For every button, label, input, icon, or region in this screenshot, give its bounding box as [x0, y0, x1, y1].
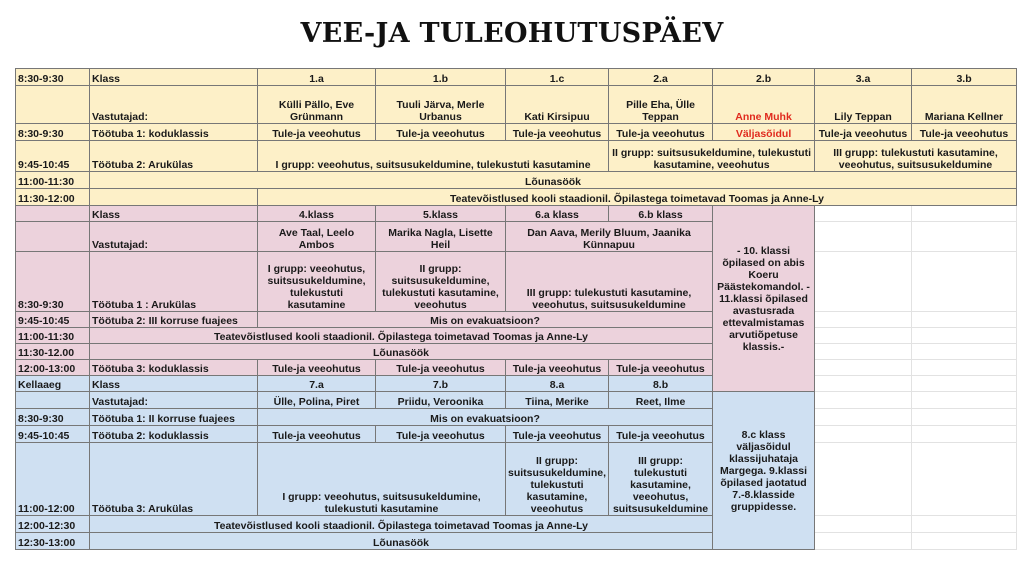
table-row: [16, 222, 1017, 252]
class-header: 6.a klass: [506, 206, 609, 222]
teacher-cell: Pille Eha, Ülle Teppan: [609, 86, 713, 124]
schedule-table: [15, 68, 1017, 550]
merged-cell: Mis on evakuatsioon?: [258, 312, 713, 328]
merged-cell: Teatevõistlused kooli staadionil. Õpilastega toimetavad Toomas ja Anne-Ly: [90, 328, 713, 344]
table-row: [16, 86, 1017, 124]
time-cell: Kellaaeg: [16, 376, 90, 392]
class-header: 1.c: [506, 69, 609, 86]
time-cell: 11:00-12:00: [16, 443, 90, 516]
row-label: Töötuba 3: Arukülas: [90, 443, 258, 516]
table-row: [16, 252, 1017, 312]
class-header: 7.b: [376, 376, 506, 392]
row-label: Klass: [90, 69, 258, 86]
activity-cell: Tule-ja veeohutus: [258, 426, 376, 443]
teacher-cell: Priidu, Veroonika: [376, 392, 506, 409]
teacher-cell: Kati Kirsipuu: [506, 86, 609, 124]
merged-cell: Teatevõistlused kooli staadionil. Õpilastega toimetavad Toomas ja Anne-Ly: [258, 189, 1017, 206]
time-cell: [16, 86, 90, 124]
teacher-cell: Külli Pällo, Eve Grünmann: [258, 86, 376, 124]
row-label: Klass: [90, 206, 258, 222]
activity-cell: Tule-ja veeohutus: [506, 426, 609, 443]
class-header: 2.b: [713, 69, 815, 86]
row-label: Töötuba 2: koduklassis: [90, 426, 258, 443]
class-header: 8.a: [506, 376, 609, 392]
teacher-cell: Lily Teppan: [815, 86, 912, 124]
group-cell: II grupp: suitsusukeldumine, tulekustuti kasutamine, veeohutus: [376, 252, 506, 312]
table-row: [16, 376, 1017, 392]
class-header: 3.b: [912, 69, 1017, 86]
time-cell: 9:45-10:45: [16, 426, 90, 443]
activity-cell: Tule-ja veeohutus: [506, 124, 609, 141]
merged-cell: Lõunasöök: [90, 533, 713, 550]
table-row: [16, 69, 1017, 86]
teacher-cell: Dan Aava, Merily Bluum, Jaanika Künnapuu: [506, 222, 713, 252]
time-cell: 8:30-9:30: [16, 124, 90, 141]
class-header: 1.a: [258, 69, 376, 86]
time-cell: 11:30-12.00: [16, 344, 90, 360]
row-label: Töötuba 1: koduklassis: [90, 124, 258, 141]
class-header: 1.b: [376, 69, 506, 86]
activity-cell: Tule-ja veeohutus: [376, 426, 506, 443]
time-cell: [16, 206, 90, 222]
table-row: [16, 360, 1017, 376]
time-cell: 8:30-9:30: [16, 409, 90, 426]
class-header: 7.a: [258, 376, 376, 392]
time-cell: 9:45-10:45: [16, 312, 90, 328]
teacher-cell: Marika Nagla, Lisette Heil: [376, 222, 506, 252]
merged-cell: Lõunasöök: [90, 172, 1017, 189]
time-cell: 8:30-9:30: [16, 252, 90, 312]
row-label: Vastutajad:: [90, 86, 258, 124]
row-label: Klass: [90, 376, 258, 392]
class-header: 6.b klass: [609, 206, 713, 222]
page-title: VEE-JA TULEOHUTUSPÄEV: [300, 18, 724, 49]
group-cell: II grupp: suitsusukeldumine, tulekustuti kasutamine, veeohutus: [609, 141, 815, 172]
time-cell: 12:00-13:00: [16, 360, 90, 376]
activity-cell: Tule-ja veeohutus: [815, 124, 912, 141]
group-cell: III grupp: tulekustuti kasutamine, veeohutus, suitsusukeldumine: [815, 141, 1017, 172]
row-label: Töötuba 1: II korruse fuajees: [90, 409, 258, 426]
teacher-cell: Mariana Kellner: [912, 86, 1017, 124]
teacher-cell: Tuuli Järva, Merle Urbanus: [376, 86, 506, 124]
time-cell: 12:00-12:30: [16, 516, 90, 533]
table-row: [16, 409, 1017, 426]
time-cell: 8:30-9:30: [16, 69, 90, 86]
teacher-cell: Ave Taal, Leelo Ambos: [258, 222, 376, 252]
table-row: [16, 141, 1017, 172]
time-cell: 12:30-13:00: [16, 533, 90, 550]
time-cell: [16, 222, 90, 252]
teacher-cell: Tiina, Merike: [506, 392, 609, 409]
activity-cell: Tule-ja veeohutus: [376, 360, 506, 376]
table-row: [16, 172, 1017, 189]
group-cell: I grupp: veeohutus, suitsusukeldumine, tulekustuti kasutamine: [258, 141, 609, 172]
merged-cell: Lõunasöök: [90, 344, 713, 360]
table-row: [16, 124, 1017, 141]
note-cell: - 10. klassi õpilased on abis Koeru Päästekomandol. - 11.klassi õpilased avastusrada ettevalmistamas arvutiõpetuse klassis.-: [713, 206, 815, 392]
teacher-cell: Ülle, Polina, Piret: [258, 392, 376, 409]
group-cell: I grupp: veeohutus, suitsusukeldumine, tulekustuti kasutamine: [258, 252, 376, 312]
activity-cell: Tule-ja veeohutus: [912, 124, 1017, 141]
row-label: Töötuba 3: koduklassis: [90, 360, 258, 376]
row-label: Töötuba 1 : Arukülas: [90, 252, 258, 312]
class-header: 3.a: [815, 69, 912, 86]
time-cell: 11:30-12:00: [16, 189, 90, 206]
table-row: [16, 443, 1017, 516]
class-header: 2.a: [609, 69, 713, 86]
row-label: [90, 189, 258, 206]
class-header: 8.b: [609, 376, 713, 392]
activity-cell: Väljasõidul: [713, 124, 815, 141]
row-label: Vastutajad:: [90, 222, 258, 252]
time-cell: [16, 392, 90, 409]
class-header: 4.klass: [258, 206, 376, 222]
table-row: [16, 516, 1017, 533]
activity-cell: Tule-ja veeohutus: [506, 360, 609, 376]
activity-cell: Tule-ja veeohutus: [376, 124, 506, 141]
row-label: Töötuba 2: III korruse fuajees: [90, 312, 258, 328]
activity-cell: Tule-ja veeohutus: [258, 124, 376, 141]
table-row: [16, 328, 1017, 344]
teacher-cell: Anne Muhk: [713, 86, 815, 124]
time-cell: 9:45-10:45: [16, 141, 90, 172]
group-cell: III grupp: tulekustuti kasutamine, veeohutus, suitsusukeldumine: [609, 443, 713, 516]
activity-cell: Tule-ja veeohutus: [609, 124, 713, 141]
table-row: [16, 426, 1017, 443]
activity-cell: Tule-ja veeohutus: [609, 360, 713, 376]
table-row: [16, 392, 1017, 409]
row-label: Vastutajad:: [90, 392, 258, 409]
row-label: Töötuba 2: Arukülas: [90, 141, 258, 172]
class-header: 5.klass: [376, 206, 506, 222]
note-cell: 8.c klass väljasõidul klassijuhataja Margega. 9.klassi õpilased jaotatud 7.-8.klasside gruppidesse.: [713, 392, 815, 550]
merged-cell: Mis on evakuatsioon?: [258, 409, 713, 426]
time-cell: 11:00-11:30: [16, 328, 90, 344]
group-cell: I grupp: veeohutus, suitsusukeldumine, tulekustuti kasutamine: [258, 443, 506, 516]
activity-cell: Tule-ja veeohutus: [258, 360, 376, 376]
table-row: [16, 533, 1017, 550]
table-row: [16, 189, 1017, 206]
time-cell: 11:00-11:30: [16, 172, 90, 189]
activity-cell: Tule-ja veeohutus: [609, 426, 713, 443]
group-cell: II grupp: suitsusukeldumine, tulekustuti kasutamine, veeohutus: [506, 443, 609, 516]
merged-cell: Teatevõistlused kooli staadionil. Õpilastega toimetavad Toomas ja Anne-Ly: [90, 516, 713, 533]
table-row: [16, 206, 1017, 222]
teacher-cell: Reet, Ilme: [609, 392, 713, 409]
table-row: [16, 312, 1017, 328]
group-cell: III grupp: tulekustuti kasutamine, veeohutus, suitsusukeldumine: [506, 252, 713, 312]
table-row: [16, 344, 1017, 360]
